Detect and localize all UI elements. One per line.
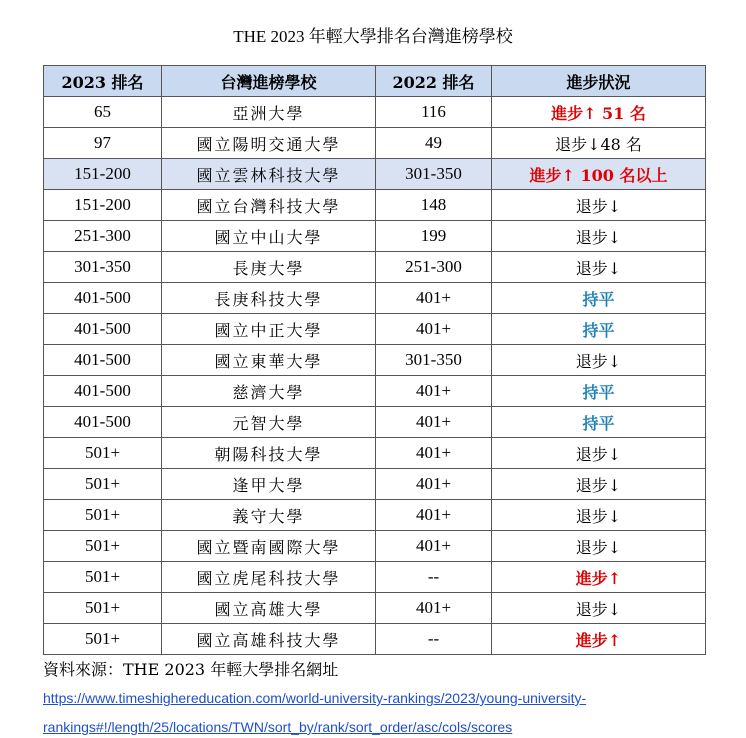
cell-rank-2023: 251-300 — [44, 221, 162, 252]
cell-school: 長庚科技大學 — [162, 283, 376, 314]
cell-rank-2022: 401+ — [376, 407, 492, 438]
cell-school: 國立台灣科技大學 — [162, 190, 376, 221]
cell-status: 持平 — [492, 314, 706, 345]
cell-rank-2023: 151-200 — [44, 190, 162, 221]
cell-school: 國立中山大學 — [162, 221, 376, 252]
header-rank-2022: 2022 排名 — [376, 66, 492, 97]
cell-rank-2022: 301-350 — [376, 159, 492, 190]
cell-rank-2023: 401-500 — [44, 345, 162, 376]
cell-rank-2022: 401+ — [376, 376, 492, 407]
table-row — [44, 283, 706, 314]
cell-rank-2022: 401+ — [376, 438, 492, 469]
table-row — [44, 407, 706, 438]
table-row — [44, 221, 706, 252]
cell-rank-2023: 401-500 — [44, 314, 162, 345]
cell-rank-2022: 401+ — [376, 283, 492, 314]
cell-school: 慈濟大學 — [162, 376, 376, 407]
table-row — [44, 376, 706, 407]
header-school: 台灣進榜學校 — [162, 66, 376, 97]
table-header-row — [44, 66, 706, 97]
cell-status: 退步↓48 名 — [492, 128, 706, 159]
cell-rank-2023: 65 — [44, 97, 162, 128]
table-row — [44, 531, 706, 562]
table-row — [44, 500, 706, 531]
cell-status: 進步↑ 100 名以上 — [492, 159, 706, 190]
cell-rank-2022: 301-350 — [376, 345, 492, 376]
cell-rank-2023: 501+ — [44, 531, 162, 562]
cell-school: 國立東華大學 — [162, 345, 376, 376]
table-row — [44, 252, 706, 283]
cell-rank-2022: -- — [376, 624, 492, 655]
cell-rank-2023: 301-350 — [44, 252, 162, 283]
page-title: THE 2023 年輕大學排名台灣進榜學校 — [233, 27, 513, 46]
table-row — [44, 314, 706, 345]
cell-school: 國立虎尾科技大學 — [162, 562, 376, 593]
cell-rank-2022: 49 — [376, 128, 492, 159]
cell-rank-2023: 501+ — [44, 624, 162, 655]
cell-school: 亞洲大學 — [162, 97, 376, 128]
table-row — [44, 97, 706, 128]
cell-rank-2022: 148 — [376, 190, 492, 221]
cell-status: 退步↓ — [492, 221, 706, 252]
table-row — [44, 593, 706, 624]
cell-school: 國立高雄科技大學 — [162, 624, 376, 655]
cell-rank-2023: 401-500 — [44, 376, 162, 407]
cell-rank-2022: -- — [376, 562, 492, 593]
cell-status: 退步↓ — [492, 190, 706, 221]
cell-status: 退步↓ — [492, 531, 706, 562]
cell-school: 國立中正大學 — [162, 314, 376, 345]
table-row — [44, 438, 706, 469]
cell-rank-2022: 401+ — [376, 593, 492, 624]
cell-school: 逢甲大學 — [162, 469, 376, 500]
cell-rank-2023: 151-200 — [44, 159, 162, 190]
cell-rank-2023: 401-500 — [44, 407, 162, 438]
cell-rank-2023: 501+ — [44, 500, 162, 531]
cell-school: 國立高雄大學 — [162, 593, 376, 624]
cell-rank-2022: 251-300 — [376, 252, 492, 283]
cell-rank-2023: 501+ — [44, 593, 162, 624]
table-row — [44, 345, 706, 376]
cell-rank-2023: 501+ — [44, 562, 162, 593]
cell-school: 國立暨南國際大學 — [162, 531, 376, 562]
cell-status: 進步↑ 51 名 — [492, 97, 706, 128]
table-row — [44, 128, 706, 159]
cell-rank-2022: 401+ — [376, 469, 492, 500]
cell-rank-2023: 401-500 — [44, 283, 162, 314]
source-link-line1[interactable]: https://www.timeshighereducation.com/world-university-rankings/2023/young-university- — [43, 690, 587, 706]
cell-rank-2023: 501+ — [44, 438, 162, 469]
table-row — [44, 562, 706, 593]
header-rank-2023: 2023 排名 — [44, 66, 162, 97]
source-label: 資料來源：THE 2023 年輕大學排名網址 — [43, 660, 339, 679]
cell-status: 退步↓ — [492, 469, 706, 500]
table-row — [44, 624, 706, 655]
table-row — [44, 190, 706, 221]
cell-school: 國立雲林科技大學 — [162, 159, 376, 190]
cell-status: 持平 — [492, 283, 706, 314]
cell-school: 元智大學 — [162, 407, 376, 438]
cell-school: 義守大學 — [162, 500, 376, 531]
cell-school: 國立陽明交通大學 — [162, 128, 376, 159]
cell-rank-2023: 501+ — [44, 469, 162, 500]
table-row — [44, 469, 706, 500]
cell-rank-2022: 401+ — [376, 531, 492, 562]
cell-school: 朝陽科技大學 — [162, 438, 376, 469]
cell-rank-2023: 97 — [44, 128, 162, 159]
cell-status: 進步↑ — [492, 624, 706, 655]
cell-rank-2022: 401+ — [376, 500, 492, 531]
source-link-line2[interactable]: rankings#!/length/25/locations/TWN/sort_by/rank/sort_order/asc/cols/scores — [43, 719, 513, 735]
cell-status: 退步↓ — [492, 438, 706, 469]
cell-status: 進步↑ — [492, 562, 706, 593]
cell-status: 持平 — [492, 407, 706, 438]
cell-status: 退步↓ — [492, 593, 706, 624]
cell-status: 持平 — [492, 376, 706, 407]
cell-status: 退步↓ — [492, 500, 706, 531]
cell-rank-2022: 116 — [376, 97, 492, 128]
cell-school: 長庚大學 — [162, 252, 376, 283]
cell-rank-2022: 199 — [376, 221, 492, 252]
cell-rank-2022: 401+ — [376, 314, 492, 345]
cell-status: 退步↓ — [492, 345, 706, 376]
ranking-table — [43, 65, 706, 655]
cell-status: 退步↓ — [492, 252, 706, 283]
header-status: 進步狀況 — [492, 66, 706, 97]
table-row — [44, 159, 706, 190]
